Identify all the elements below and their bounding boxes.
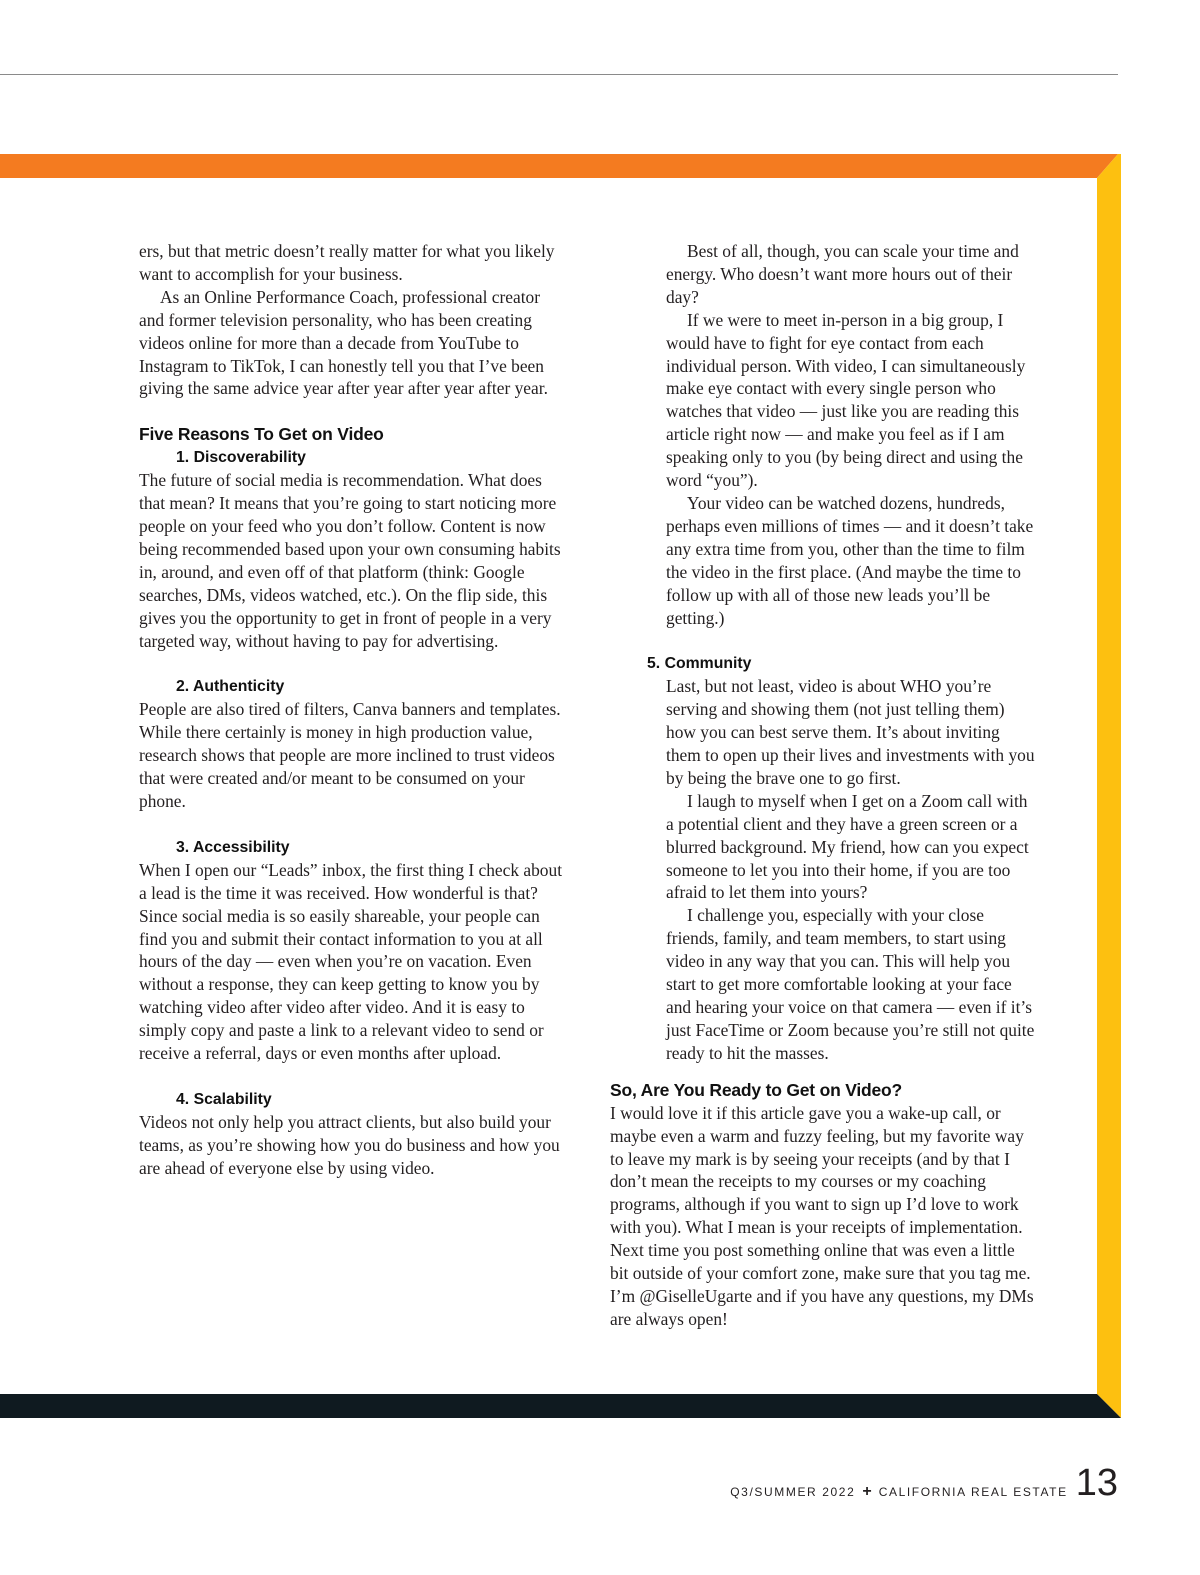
item-body-accessibility: When I open our “Leads” inbox, the first thing I check about a lead is the time it was received. How wonderful is that? Since social media is so easily shareable, your people can find you and submit their contact information to you at all hours of the day — even when you’re on vacation. Even without a response, they can keep getting to know you by watching video after video after video. And it is easy to simply copy and paste a link to a relevant video to send or receive a referral, days or even months after upload. xyxy=(139,859,563,1064)
issue-label: Q3/SUMMER 2022 xyxy=(730,1485,856,1499)
orange-frame-bar xyxy=(0,154,1118,178)
body-paragraph: I laugh to myself when I get on a Zoom call with a potential client and they have a green screen or a blurred background. My friend, how can you expect someone to let you into their home, if you are too afraid to let them into yours? xyxy=(666,790,1029,903)
body-paragraph: As an Online Performance Coach, professional creator and former television personality, who has been creating videos online for more than a decade from YouTube to Instagram to TikTok, I can honestly tell you that I’ve been giving the same advice year after year after year after year. xyxy=(139,286,548,399)
item-body-scalability: Videos not only help you attract clients, but also build your teams, as you’re showing how you do business and how you are ahead of everyone else by using video. xyxy=(139,1111,560,1178)
item-heading-discoverability: 1. Discoverability xyxy=(176,449,306,467)
right-column xyxy=(610,240,1035,1331)
dark-frame-bar xyxy=(0,1394,1121,1418)
item-body-authenticity: People are also tired of filters, Canva banners and templates. While there certainly is money in high production value, research shows that people are more inclined to trust videos that were created and/or meant to be consumed on your phone. xyxy=(139,699,561,811)
page-number: 13 xyxy=(1075,1462,1118,1504)
body-paragraph: ers, but that metric doesn’t really matter for what you likely want to accomplish for your business. xyxy=(139,241,555,284)
section-heading: Five Reasons To Get on Video xyxy=(139,424,384,445)
page-footer xyxy=(730,1464,1118,1502)
item-body-discoverability: The future of social media is recommendation. What does that mean? It means that you’re going to start noticing more people on your feed who you don’t follow. Content is now being recommended based upon your own consuming habits in, around, and even off of that platform (think: Google searches, DMs, videos watched, etc.). On the flip side, this gives you the opportunity to get in front of people in a very targeted way, without having to pay for advertising. xyxy=(139,470,561,651)
body-paragraph: Last, but not least, video is about WHO you’re serving and showing them (not just telling them) how you can best serve them. It’s about inviting them to open up their lives and investments with you by being the brave one to go first. xyxy=(666,676,1035,788)
body-paragraph: If we were to meet in-person in a big group, I would have to fight for eye contact from each individual person. With video, I can simultaneously make eye contact with every single person who watches that video — just like you are reading this article right now — and make you feel as if I am speaking only to you (by being direct and using the word “you”). xyxy=(666,309,1026,491)
closing-heading: So, Are You Ready to Get on Video? xyxy=(610,1079,903,1100)
body-paragraph: I challenge you, especially with your close friends, family, and team members, to start using video in any way that you can. This will help you start to get more comfortable looking at your face and hearing your voice on that camera — even if it’s just FaceTime or Zoom because you’re still not quite ready to hit the masses. xyxy=(666,905,1035,1063)
yellow-frame-bar xyxy=(1097,154,1121,1418)
plus-separator-icon: + xyxy=(862,1483,872,1500)
magazine-name: CALIFORNIA REAL ESTATE xyxy=(878,1485,1068,1499)
body-paragraph: Your video can be watched dozens, hundreds, perhaps even millions of times — and it doesn’t take any extra time from you, other than the time to film the video in the first place. (And maybe the time to follow up with all of those new leads you’ll be getting.) xyxy=(666,492,1034,628)
item-heading-authenticity: 2. Authenticity xyxy=(176,678,285,696)
body-paragraph: Best of all, though, you can scale your time and energy. Who doesn’t want more hours out of their day? xyxy=(666,241,1019,307)
item-heading-scalability: 4. Scalability xyxy=(176,1090,272,1108)
closing-paragraph: I would love it if this article gave you a wake-up call, or maybe even a warm and fuzzy feeling, but my favorite way to leave my mark is by seeing your receipts (and by that I don’t mean the receipts to my courses or my coaching programs, although if you want to sign up I’d love to work with you). What I mean is your receipts of implementation. Next time you post something online that was even a little bit outside of your comfort zone, make sure that you tag me. I’m @GiselleUgarte and if you have any questions, my DMs are always open! xyxy=(610,1102,1034,1329)
item-heading-accessibility: 3. Accessibility xyxy=(176,838,290,856)
scalability-continued xyxy=(666,240,1035,629)
left-column xyxy=(139,240,564,1180)
item-body-community xyxy=(666,675,1035,1064)
item-heading-community: 5. Community xyxy=(647,655,752,673)
